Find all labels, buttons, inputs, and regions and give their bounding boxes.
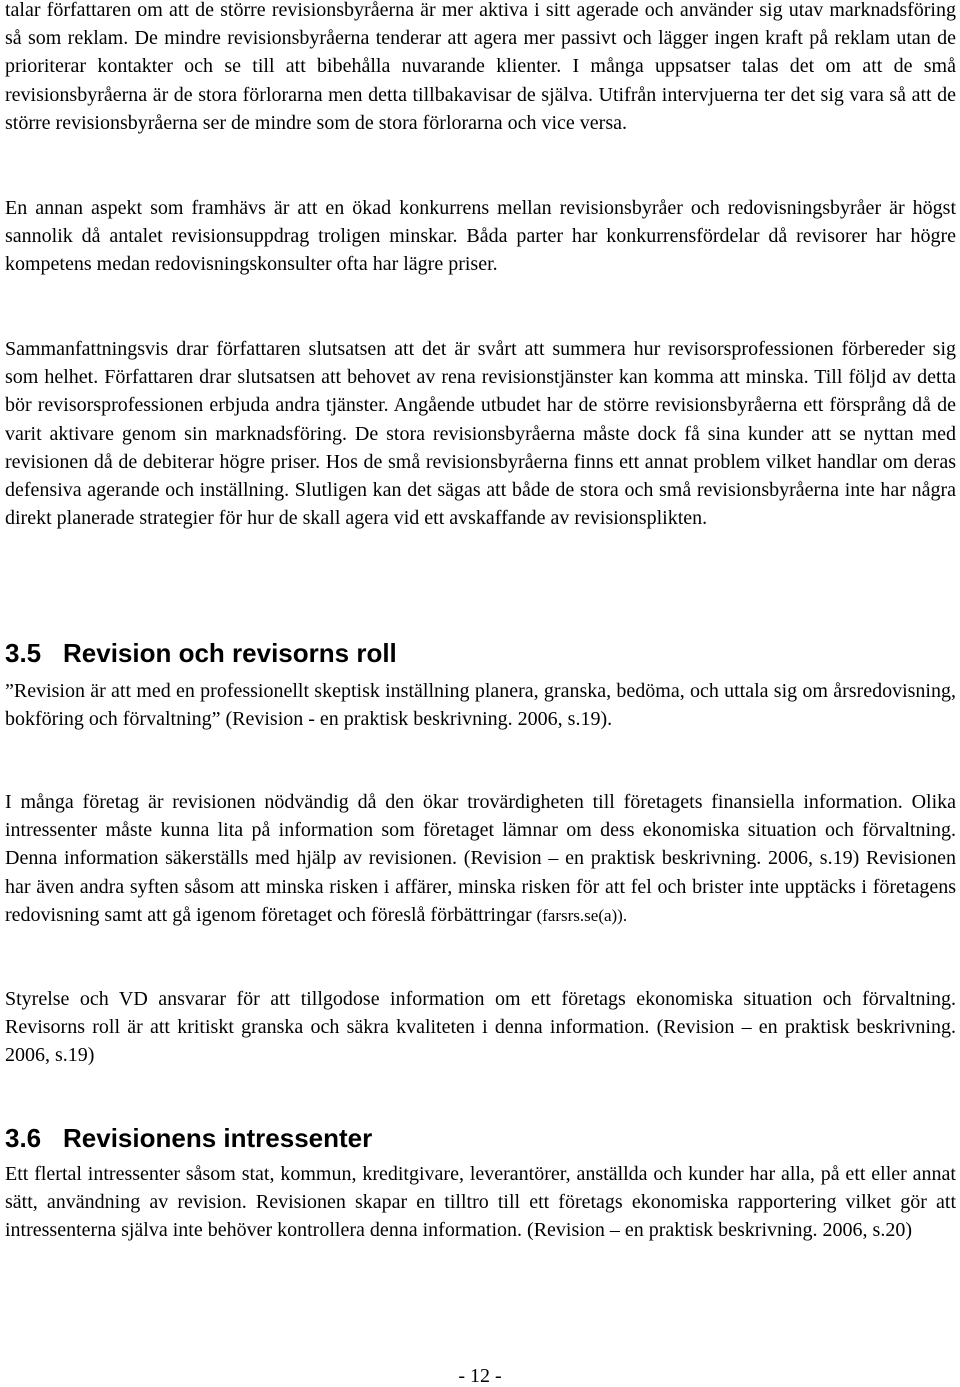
definition-quote: ”Revision är att med en professionellt skeptisk inställning planera, granska, bedöma, och uttala sig om årsredovisning, bokföring och förvaltning” (Revision - en praktisk beskrivning. 2006, s.19). <box>5 680 956 731</box>
body-paragraph-1: talar författaren om att de större revisionsbyråerna är mer aktiva i sitt agerade och använder sig utav marknadsföring så som reklam. De mindre revisionsbyråerna tenderar att agera mer passivt och lägger ingen kraft på reklam utan de prioriterar kontakter och se till att bibehålla nuvarande klienter. I många uppsatser talas det om att de små revisionsbyråerna är de stora förlorarna men detta tillbakavisar de själva. Utifrån intervjuerna ter det sig vara så att de större revisionsbyråerna ser de mindre som de stora förlorarna och vice versa. <box>5 0 956 134</box>
section-title: Revisionens intressenter <box>63 1123 373 1153</box>
paragraph-text: I många företag är revisionen nödvändig då den ökar trovärdigheten till företagets finansiella information. Olika intressenter måste kunna lita på information som företaget lämnar om dess ekonomiska situation och förvaltning. Denna information säkerställs med hjälp av revisionen. (Revision – en praktisk beskrivning. 2006, s.19) Revisionen har även andra syften såsom att minska risken i affärer, minska risken för att fel och brister inte upptäcks i företagens redovisning samt att gå igenom företaget och föreslå förbättringar <box>5 791 956 926</box>
page-number: - 12 - <box>458 1365 502 1387</box>
body-paragraph-2: En annan aspekt som framhävs är att en ökad konkurrens mellan revisionsbyråer och redovisningsbyråer är högst sannolik då antalet revisionsuppdrag troligen minskar. Båda parter har konkurrensfördelar då revisorer har högre kompetens medan redovisningskonsulter ofta har lägre priser. <box>5 197 956 276</box>
body-paragraph-6: Styrelse och VD ansvarar för att tillgodose information om ett företags ekonomiska situation och förvaltning. Revisorns roll är att kritiskt granska och säkra kvaliteten i denna information. (Revision – en praktisk beskrivning. 2006, s.19) <box>5 988 956 1067</box>
body-paragraph-3: Sammanfattningsvis drar författaren slutsatsen att det är svårt att summera hur revisorsprofessionen förbereder sig som helhet. Författaren drar slutsatsen att behovet av rena revisionstjänster kan komma att minska. Till följd av detta bör revisorsprofessionen erbjuda andra tjänster. Angående utbudet har de större revisionsbyråerna ett försprång då de varit aktivare genom sin marknadsföring. De stora revisionsbyråerna måste dock få sina kunder att se nyttan med revisionen då de debiterar högre priser. Hos de små revisionsbyråerna finns ett annat problem vilket handlar om deras defensiva agerande och inställning. Slutligen kan det sägas att både de stora och små revisionsbyråerna inte har några direkt planerade strategier för hur de skall agera vid ett avskaffande av revisionsplikten. <box>5 338 956 530</box>
section-heading-3-6 <box>5 1121 372 1155</box>
section-heading-3-5 <box>5 636 397 670</box>
section-number: 3.6 <box>5 1123 42 1153</box>
section-number: 3.5 <box>5 638 42 668</box>
body-paragraph-5 <box>5 788 956 930</box>
section-title: Revision och revisorns roll <box>63 638 397 668</box>
citation: (farsrs.se(a)). <box>536 905 628 925</box>
body-paragraph-7: Ett flertal intressenter såsom stat, kommun, kreditgivare, leverantörer, anställda och kunder har alla, på ett eller annat sätt, användning av revision. Revisionen skapar en tilltro till ett företags ekonomiska rapportering vilket gör att intressenterna själva inte behöver kontrollera denna information. (Revision – en praktisk beskrivning. 2006, s.20) <box>5 1163 956 1242</box>
